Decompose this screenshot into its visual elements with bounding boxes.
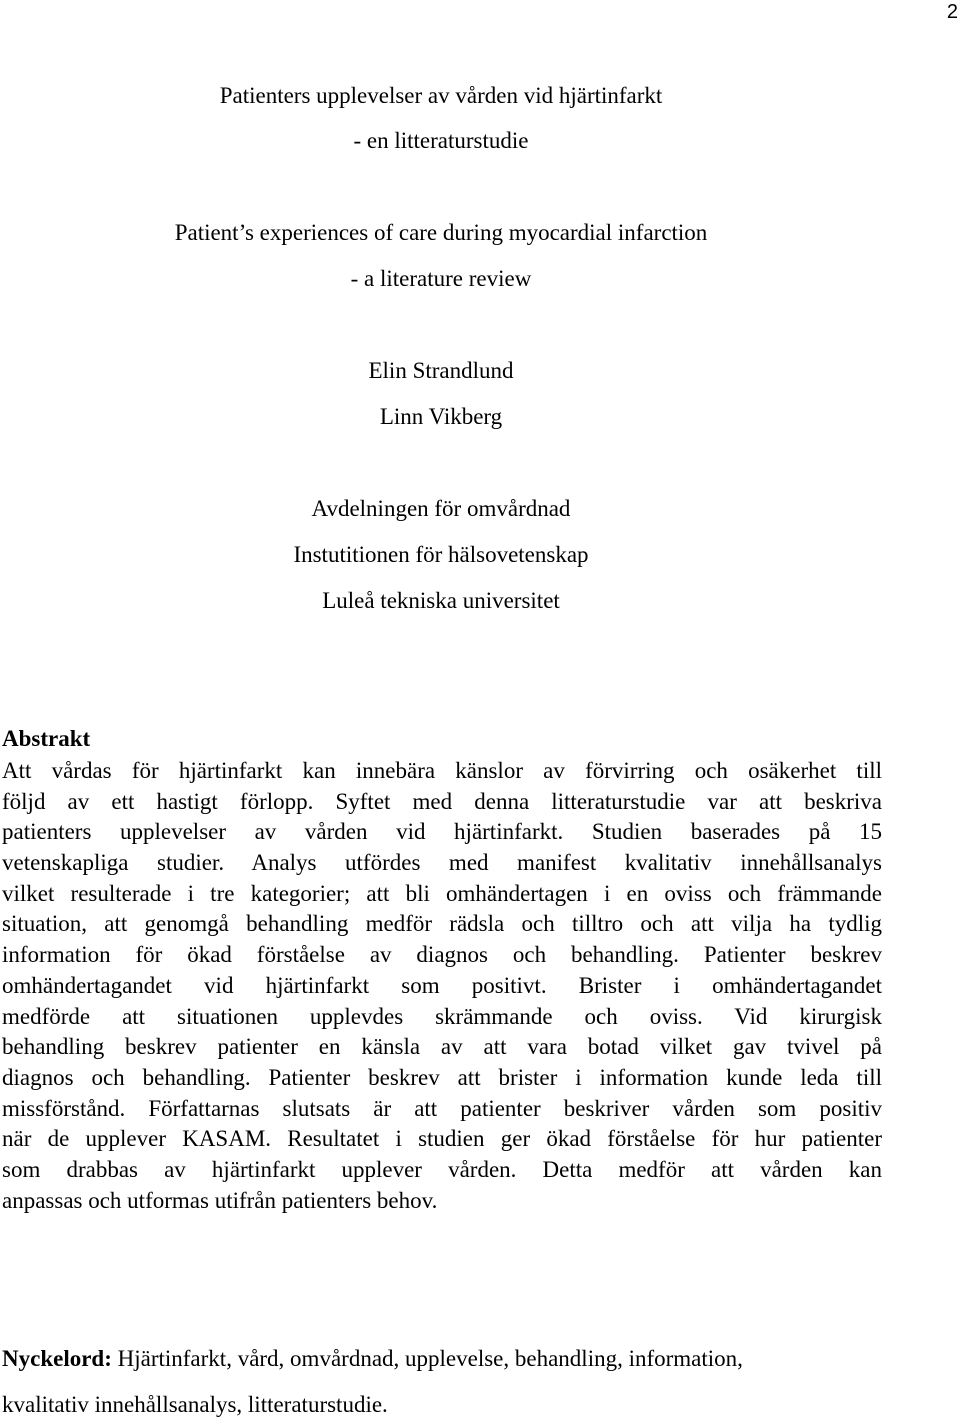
keywords-label: Nyckelord: [2,1346,112,1371]
affiliation-department: Avdelningen för omvårdnad [311,496,571,521]
abstract-line: medförde att situationen upplevdes skrämmande och oviss. Vid kirurgisk [2,1003,882,1029]
english-title-line-2: - a literature review [350,266,532,291]
abstract-line: Att vårdas för hjärtinfarkt kan innebära känslor av förvirring och osäkerhet till [2,758,882,783]
affiliation-university: Luleå tekniska universitet [322,588,560,613]
abstract-line: som drabbas av hjärtinfarkt upplever vården. Detta medför att vården kan [2,1156,882,1182]
keywords-list-1: Hjärtinfarkt, vård, omvårdnad, upplevelse, behandling, information, [111,1346,743,1371]
keywords [2,1336,882,1428]
keywords-list-2: kvalitativ innehållsanalys, litteraturstudie. [2,1392,388,1417]
abstract-body [2,756,882,1216]
abstract-line: missförstånd. Författarnas slutsats är att patienter beskriver vården som positiv [2,1095,882,1121]
page-number: 2 [946,1,958,23]
abstract-line: information för ökad förståelse av diagnos och behandling. Patienter beskrev [2,942,882,968]
author-2: Linn Vikberg [379,404,503,429]
keywords-line-1 [2,1336,882,1382]
abstract-line: diagnos och behandling. Patienter beskrev att brister i information kunde leda till [2,1064,882,1090]
abstract-line: patienters upplevelser av vården vid hjärtinfarkt. Studien baserades på 15 [2,819,882,845]
abstract-line: situation, att genomgå behandling medför rädsla och tilltro och att vilja ha tydlig [2,911,882,937]
abstract-line: vetenskapliga studier. Analys utfördes med manifest kvalitativ innehållsanalys [2,850,882,876]
affiliation-institution: Instutitionen för hälsovetenskap [293,542,589,567]
abstract-line: anpassas och utformas utifrån patienters behov. [2,1187,438,1213]
abstract-line: när de upplever KASAM. Resultatet i studien ger ökad förståelse för hur patienter [2,1126,882,1152]
author-1: Elin Strandlund [368,358,514,383]
abstract-line: följd av ett hastigt förlopp. Syftet med denna litteraturstudie var att beskriva [2,788,882,814]
swedish-title-line-2: - en litteraturstudie [353,128,529,153]
abstract-line: omhändertagandet vid hjärtinfarkt som positivt. Brister i omhändertagandet [2,972,882,998]
abstract-line: behandling beskrev patienter en känsla av att vara botad vilket gav tvivel på [2,1034,882,1060]
abstract-heading: Abstrakt [2,726,91,751]
english-title-line-1: Patient’s experiences of care during myocardial infarction [174,220,708,245]
abstract-line: vilket resulterade i tre kategorier; att bli omhändertagen i en oviss och främmande [2,880,882,906]
swedish-title-line-1: Patienters upplevelser av vården vid hjärtinfarkt [219,83,663,108]
